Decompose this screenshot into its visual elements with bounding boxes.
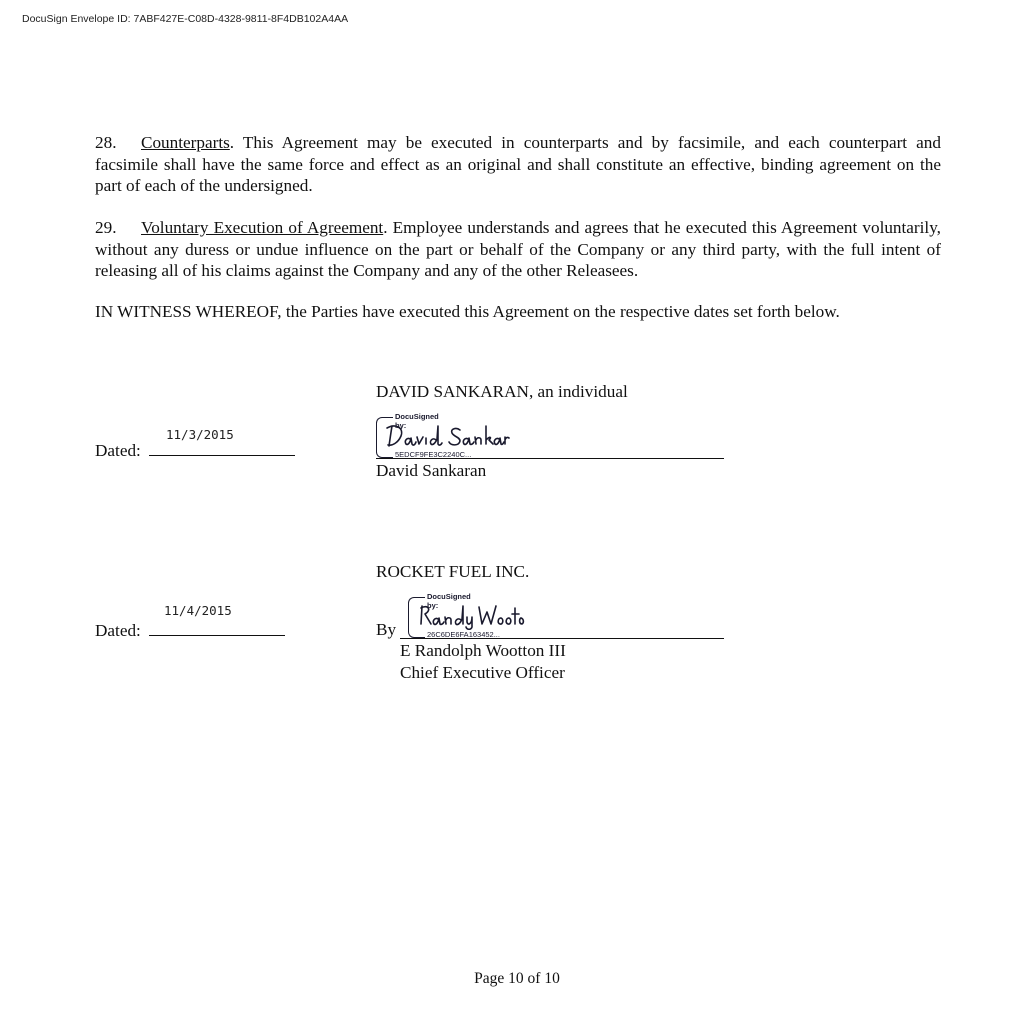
signer-title: Chief Executive Officer bbox=[400, 663, 565, 682]
by-label: By bbox=[376, 620, 397, 639]
date-blank bbox=[149, 440, 295, 456]
signed-date: 11/3/2015 bbox=[166, 427, 234, 442]
printed-name: E Randolph Wootton III bbox=[400, 641, 566, 660]
signature-line bbox=[376, 458, 724, 459]
dated-line bbox=[95, 440, 295, 461]
section-29 bbox=[95, 217, 941, 282]
party-name: ROCKET FUEL INC. bbox=[376, 562, 530, 581]
section-28 bbox=[95, 132, 941, 197]
signature-id: 26C6DE6FA163452... bbox=[427, 630, 500, 639]
section-number: 29. bbox=[95, 218, 117, 237]
handwritten-signature bbox=[416, 600, 526, 630]
printed-name: David Sankaran bbox=[376, 461, 487, 480]
party-name: DAVID SANKARAN, an individual bbox=[376, 382, 628, 401]
signed-date: 11/4/2015 bbox=[164, 603, 232, 618]
docusigned-by-label: DocuSigned by: bbox=[427, 592, 471, 610]
dated-line bbox=[95, 620, 285, 641]
signature-line bbox=[400, 638, 724, 639]
docusigned-by-label: DocuSigned by: bbox=[395, 412, 439, 430]
dated-label: Dated: bbox=[95, 621, 141, 640]
signature-id: 5EDCF9FE3C2240C... bbox=[395, 450, 472, 459]
witness-clause: IN WITNESS WHEREOF, the Parties have executed this Agreement on the respective dates set forth below. bbox=[95, 302, 840, 321]
section-heading: Counterparts bbox=[141, 133, 230, 152]
section-text: . Employee understands and agrees that he executed this Agreement voluntarily, without any duress or undue influence on the part or behalf of the Company or any third party, with the full intent of releasing all of his claims against the Company and any of the other Releasees. bbox=[95, 218, 941, 280]
date-blank bbox=[149, 620, 285, 636]
section-number: 28. bbox=[95, 133, 117, 152]
handwritten-signature bbox=[384, 420, 514, 452]
dated-label: Dated: bbox=[95, 441, 141, 460]
section-text: . This Agreement may be executed in counterparts and by facsimile, and each counterpart and facsimile shall have the same force and effect as an original and shall constitute an effective, binding agreement on the part of each of the undersigned. bbox=[95, 133, 941, 195]
section-heading: Voluntary Execution of Agreement bbox=[141, 218, 384, 237]
page-number: Page 10 of 10 bbox=[474, 970, 560, 987]
envelope-id: DocuSign Envelope ID: 7ABF427E-C08D-4328-9811-8F4DB102A4AA bbox=[22, 13, 349, 25]
